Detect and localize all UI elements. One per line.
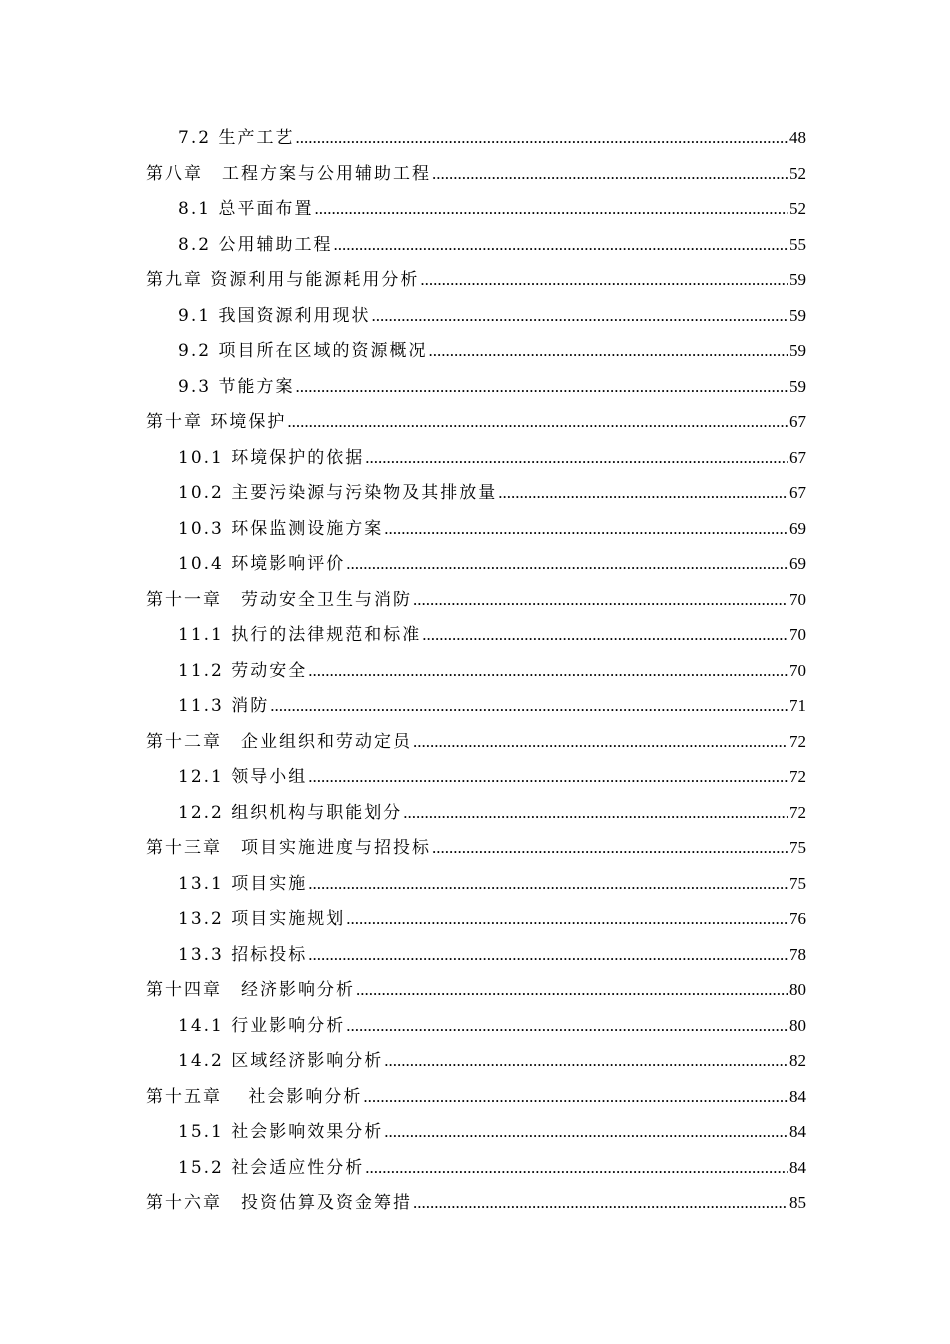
toc-entry[interactable] — [146, 1008, 806, 1044]
toc-entry-label: 15.1 社会影响效果分析 — [178, 1122, 384, 1142]
toc-dot-leader — [295, 369, 788, 405]
toc-entry-page: 72 — [789, 767, 806, 786]
toc-entry-label: 13.1 项目实施 — [178, 873, 308, 894]
toc-dot-leader — [413, 1185, 788, 1221]
toc-entry[interactable] — [146, 653, 806, 689]
toc-entry-page: 72 — [789, 802, 806, 822]
toc-entry-label: 14.1 行业影响分析 — [178, 1015, 346, 1036]
toc-entry[interactable] — [146, 866, 806, 902]
toc-entry-page: 76 — [789, 909, 806, 928]
toc-chapter[interactable] — [146, 582, 806, 618]
toc-entry-page: 69 — [789, 554, 806, 573]
toc-entry[interactable] — [146, 617, 806, 653]
toc-entry[interactable] — [146, 191, 806, 227]
toc-entry-label: 第八章 工程方案与公用辅助工程 — [146, 163, 431, 184]
toc-dot-leader — [403, 795, 788, 831]
toc-entry-page: 78 — [789, 944, 806, 964]
toc-dot-leader — [308, 866, 788, 902]
toc-entry-page: 67 — [789, 483, 806, 502]
toc-dot-leader — [384, 1114, 788, 1150]
toc-chapter[interactable] — [146, 724, 806, 760]
toc-entry[interactable] — [146, 298, 806, 334]
toc-entry[interactable] — [146, 937, 806, 973]
toc-entry-label: 13.2 项目实施规划 — [178, 909, 346, 929]
toc-dot-leader — [295, 120, 788, 156]
toc-entry-label: 10.4 环境影响评价 — [178, 554, 346, 574]
toc-entry-page: 59 — [789, 270, 806, 289]
toc-dot-leader — [356, 972, 788, 1008]
toc-dot-leader — [413, 724, 788, 760]
toc-entry-label: 第十三章 项目实施进度与招投标 — [146, 838, 431, 858]
toc-dot-leader — [346, 901, 788, 937]
toc-entry-page: 84 — [789, 1086, 806, 1106]
toc-entry-page: 82 — [789, 1051, 806, 1070]
toc-dot-leader — [270, 688, 788, 724]
toc-entry[interactable] — [146, 440, 806, 476]
toc-dot-leader — [308, 759, 788, 795]
toc-entry-label: 8.1 总平面布置 — [178, 199, 314, 219]
toc-dot-leader — [287, 404, 788, 440]
toc-entry[interactable] — [146, 511, 806, 547]
toc-dot-leader — [413, 582, 788, 618]
toc-dot-leader — [365, 440, 788, 476]
toc-entry-label: 12.1 领导小组 — [178, 767, 308, 787]
toc-entry-page: 59 — [789, 305, 806, 325]
toc-entry-page: 70 — [789, 589, 806, 609]
toc-entry-label: 第十五章 社会影响分析 — [146, 1086, 363, 1107]
toc-dot-leader — [422, 617, 788, 653]
toc-entry-page: 80 — [789, 980, 806, 999]
toc-chapter[interactable] — [146, 830, 806, 866]
toc-entry-label: 第十四章 经济影响分析 — [146, 980, 355, 1000]
toc-entry-label: 13.3 招标投标 — [178, 944, 308, 965]
toc-entry-label: 10.2 主要污染源与污染物及其排放量 — [178, 483, 498, 503]
toc-entry-page: 69 — [789, 518, 806, 538]
toc-entry[interactable] — [146, 369, 806, 405]
toc-entry[interactable] — [146, 546, 806, 582]
toc-entry[interactable] — [146, 333, 806, 369]
toc-entry-label: 8.2 公用辅助工程 — [178, 234, 333, 255]
toc-dot-leader — [308, 653, 788, 689]
toc-dot-leader — [333, 227, 788, 263]
toc-dot-leader — [428, 333, 788, 369]
toc-entry[interactable] — [146, 795, 806, 831]
toc-dot-leader — [314, 191, 788, 227]
toc-entry-page: 84 — [789, 1157, 806, 1177]
toc-entry-page: 52 — [789, 163, 806, 183]
toc-entry[interactable] — [146, 1114, 806, 1150]
toc-dot-leader — [384, 1043, 788, 1079]
toc-entry[interactable] — [146, 475, 806, 511]
toc-entry-page: 85 — [789, 1193, 806, 1212]
toc-dot-leader — [432, 830, 788, 866]
toc-entry[interactable] — [146, 1043, 806, 1079]
toc-chapter[interactable] — [146, 1079, 806, 1115]
toc-chapter[interactable] — [146, 404, 806, 440]
toc-entry-page: 71 — [789, 696, 806, 715]
toc-entry-page: 75 — [789, 838, 806, 857]
toc-entry-label: 12.2 组织机构与职能划分 — [178, 802, 403, 823]
toc-entry-page: 70 — [789, 625, 806, 644]
toc-entry-page: 52 — [789, 199, 806, 218]
table-of-contents — [146, 120, 806, 1221]
toc-entry-label: 第十一章 劳动安全卫生与消防 — [146, 589, 412, 610]
toc-dot-leader — [384, 511, 788, 547]
toc-entry[interactable] — [146, 901, 806, 937]
toc-entry-page: 55 — [789, 234, 806, 254]
toc-entry-label: 第十章 环境保护 — [146, 412, 287, 432]
toc-entry-label: 15.2 社会适应性分析 — [178, 1157, 365, 1178]
toc-entry[interactable] — [146, 759, 806, 795]
toc-dot-leader — [371, 298, 788, 334]
toc-entry-label: 第十六章 投资估算及资金筹措 — [146, 1193, 412, 1213]
toc-entry-label: 14.2 区域经济影响分析 — [178, 1051, 384, 1071]
toc-dot-leader — [365, 1150, 788, 1186]
toc-entry-page: 80 — [789, 1015, 806, 1035]
toc-dot-leader — [363, 1079, 788, 1115]
toc-dot-leader — [346, 546, 788, 582]
toc-entry[interactable] — [146, 688, 806, 724]
toc-entry-page: 67 — [789, 412, 806, 431]
toc-dot-leader — [308, 937, 788, 973]
toc-entry[interactable] — [146, 1150, 806, 1186]
toc-entry-label: 10.3 环保监测设施方案 — [178, 518, 384, 539]
toc-entry-label: 10.1 环境保护的依据 — [178, 447, 365, 468]
toc-entry-label: 11.2 劳动安全 — [178, 660, 308, 681]
toc-entry-page: 75 — [789, 873, 806, 893]
toc-dot-leader — [498, 475, 788, 511]
toc-entry-page: 72 — [789, 731, 806, 751]
toc-entry-page: 48 — [789, 128, 806, 147]
toc-entry-label: 7.2 生产工艺 — [178, 128, 295, 148]
toc-entry-page: 59 — [789, 376, 806, 396]
toc-entry-label: 9.2 项目所在区域的资源概况 — [178, 341, 428, 361]
toc-chapter[interactable] — [146, 1185, 806, 1221]
toc-entry-page: 84 — [789, 1122, 806, 1141]
toc-entry-label: 11.3 消防 — [178, 696, 270, 716]
toc-entry-label: 第十二章 企业组织和劳动定员 — [146, 731, 412, 752]
toc-entry-page: 59 — [789, 341, 806, 360]
toc-entry-page: 70 — [789, 660, 806, 680]
toc-entry-label: 9.1 我国资源利用现状 — [178, 305, 371, 326]
toc-entry-label: 11.1 执行的法律规范和标准 — [178, 625, 422, 645]
toc-dot-leader — [432, 156, 788, 192]
toc-entry-label: 9.3 节能方案 — [178, 376, 295, 397]
toc-dot-leader — [346, 1008, 788, 1044]
toc-entry[interactable] — [146, 227, 806, 263]
toc-chapter[interactable] — [146, 156, 806, 192]
toc-chapter[interactable] — [146, 972, 806, 1008]
toc-chapter[interactable] — [146, 262, 806, 298]
toc-dot-leader — [420, 262, 788, 298]
toc-entry[interactable] — [146, 120, 806, 156]
toc-entry-label: 第九章 资源利用与能源耗用分析 — [146, 270, 420, 290]
toc-entry-page: 67 — [789, 447, 806, 467]
